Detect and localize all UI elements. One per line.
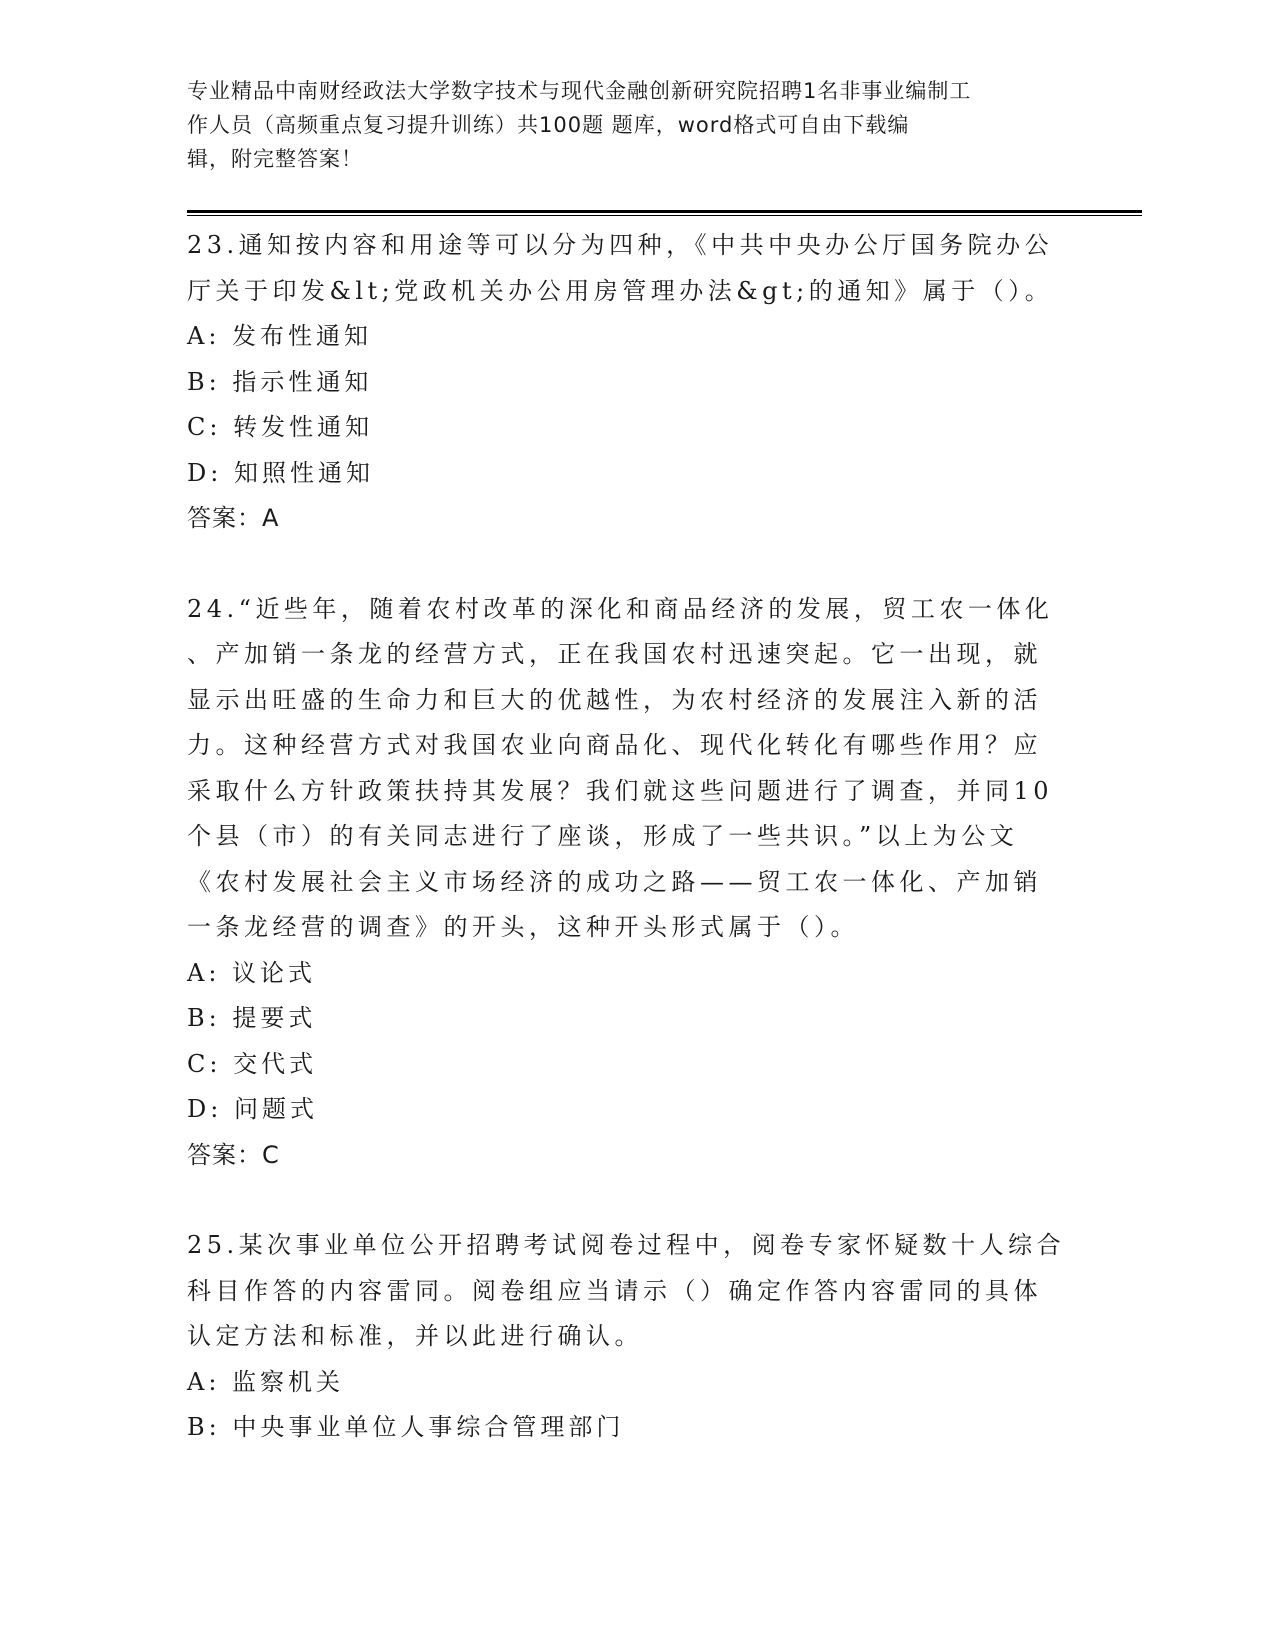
question-text-line: 显示出旺盛的生命力和巨大的优越性，为农村经济的发展注入新的活 — [187, 685, 1042, 714]
question-text-line: 23.通知按内容和用途等可以分为四种，《中共中央办公厅国务院办公 — [187, 231, 1054, 259]
question-list — [187, 223, 1087, 1451]
question-text-line: 采取什么方针政策扶持其发展？我们就这些问题进行了调查，并同10 — [187, 776, 1054, 805]
header-line: 辑，附完整答案！ — [187, 147, 363, 171]
header-line: 作人员（高频重点复习提升训练）共100题 题库，word格式可自由下载编 — [187, 113, 910, 137]
option-c: C: 转发性通知 — [187, 413, 374, 441]
question-text-line: 《农村发展社会主义市场经济的成功之路——贸工农一体化、产加销 — [187, 867, 1042, 896]
answer: 答案：A — [187, 504, 280, 532]
question-text-line: 力。这种经营方式对我国农业向商品化、现代化转化有哪些作用？应 — [187, 731, 1042, 759]
question-text-line: 厅关于印发&lt;党政机关办公用房管理办法&gt;的通知》属于（）。 — [187, 276, 1054, 305]
question-23 — [187, 223, 1087, 542]
option-a: A: 议论式 — [187, 958, 317, 987]
question-text-line: 个县（市）的有关同志进行了座谈，形成了一些共识。”以上为公文 — [187, 822, 1019, 850]
question-text-line: 25.某次事业单位公开招聘考试阅卷过程中，阅卷专家怀疑数十人综合 — [187, 1231, 1066, 1259]
question-text-line: 认定方法和标准，并以此进行确认。 — [187, 1322, 643, 1350]
option-b: B: 中央事业单位人事综合管理部门 — [187, 1413, 625, 1441]
header-divider-thick — [187, 210, 1142, 213]
header-line: 专业精品中南财经政法大学数字技术与现代金融创新研究院招聘1名非事业编制工 — [187, 79, 972, 103]
option-d: D: 问题式 — [187, 1095, 318, 1123]
option-d: D: 知照性通知 — [187, 458, 374, 487]
option-a: A: 发布性通知 — [187, 322, 373, 350]
question-spacer — [187, 1178, 1087, 1223]
header-divider-thin — [187, 215, 1142, 216]
option-b: B: 指示性通知 — [187, 367, 373, 396]
question-text-line: 一条龙经营的调查》的开头，这种开头形式属于（）。 — [187, 913, 859, 941]
question-spacer — [187, 542, 1087, 587]
answer: 答案：C — [187, 1140, 280, 1169]
option-b: B: 提要式 — [187, 1004, 317, 1032]
question-text-line: 科目作答的内容雷同。阅卷组应当请示（）确定作答内容雷同的具体 — [187, 1276, 1042, 1305]
question-24 — [187, 587, 1087, 1179]
option-c: C: 交代式 — [187, 1049, 318, 1078]
document-header — [187, 74, 1087, 176]
question-text-line: 、产加销一条龙的经营方式，正在我国农村迅速突起。它一出现，就 — [187, 640, 1042, 668]
question-text-line: 24.“近些年，随着农村改革的深化和商品经济的发展，贸工农一体化 — [187, 594, 1054, 623]
question-25 — [187, 1223, 1087, 1451]
option-a: A: 监察机关 — [187, 1367, 345, 1396]
